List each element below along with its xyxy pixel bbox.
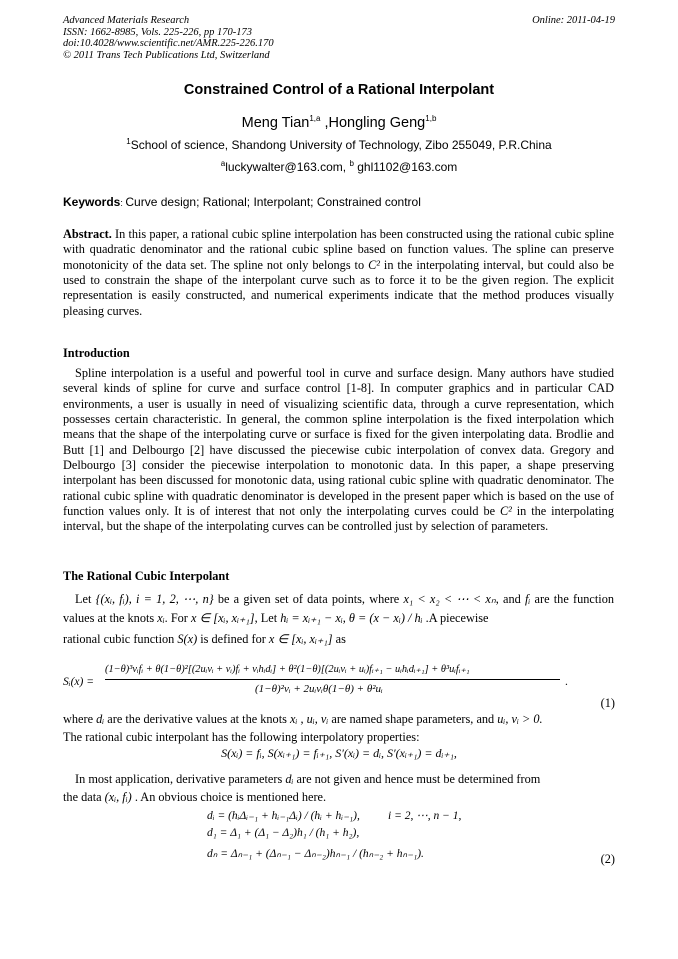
section-paragraph	[63, 632, 614, 647]
section-text: function values at the knots	[63, 592, 614, 625]
keywords-text: Curve design; Rational; Interpolant; Constrained control	[125, 195, 421, 209]
math-expression: fᵢ	[524, 592, 531, 606]
section-heading: The Rational Cubic Interpolant	[63, 569, 230, 583]
author-name: Meng Tian	[241, 115, 310, 131]
equation-number: (2)	[600, 852, 615, 866]
math-expression: x₁ < x₂ < ⋯ < xₙ	[403, 592, 496, 606]
section-text: Let	[75, 592, 96, 606]
email-superscript: b	[349, 159, 354, 168]
doi-line: doi:10.4028/www.scientific.net/AMR.225-226.170	[63, 38, 274, 49]
derivative-equation: dₙ = Δₙ₋₁ + (Δₙ₋₁ − Δₙ₋₂)hₙ₋₁ / (hₙ₋₂ + hₙ₋₁).	[207, 848, 424, 860]
affiliation	[0, 138, 678, 152]
section-text: the data	[63, 790, 105, 804]
section-paragraph	[63, 590, 614, 628]
section-text: where	[63, 712, 97, 726]
math-expression: dᵢ	[285, 772, 294, 786]
abstract	[63, 227, 614, 319]
equation-lhs: Sᵢ(x) =	[63, 676, 94, 688]
math-expression: dᵢ	[96, 712, 105, 726]
section-paragraph	[63, 712, 614, 727]
equation-number: (1)	[600, 696, 615, 710]
math-expression: xᵢ , uᵢ, vᵢ	[290, 712, 329, 726]
keywords-separator: :	[120, 198, 126, 208]
section-text: are named shape parameters, and	[328, 712, 498, 726]
section-text: are not given and hence must be determined from	[293, 772, 541, 786]
author-name: Hongling Geng	[328, 115, 426, 131]
index-range: i = 2, ⋯, n − 1,	[388, 810, 462, 822]
math-expression: x ∈ [xᵢ, xᵢ₊₁]	[268, 632, 333, 646]
section-paragraph: The rational cubic interpolant has the following interpolatory properties:	[63, 730, 420, 744]
email-line	[0, 160, 678, 174]
email-link[interactable]: luckywalter@163.com,	[225, 160, 350, 174]
section-text: rational cubic function	[63, 632, 178, 646]
intro-text: Spline interpolation is a useful and powerful tool in curve and surface design. Many authors have studied several kinds of spline for curve and surface control [1-8]. In computer graphics and in particular CAD environments, a user is usually in need of visualizing scientific data, through a curve representation, which possesses certain characteristic. In general, the common spline interpolation is the fixed interpolation which means that the shape of the interpolating curve or surface is fixed for the given interpolating data. Brodlie and Butt [1] and Delbourgo [2] have discussed the piecewise cubic interpolation of convex data. Gregory and Delbourgo [3] consider the piecewise interpolation to monotonic data. In this paper, a shape preserving interpolant has been discussed for monotonic data, using rational cubic spline with quadratic denominator. The rational cubic spline with quadratic denominator is developed in the present paper which is based on the use of function values only. It is of interest that not only the interpolating curves could be	[63, 366, 614, 519]
math-expression: S(x)	[177, 632, 198, 646]
journal-name: Advanced Materials Research	[63, 15, 190, 26]
section-text: . For	[164, 611, 191, 625]
email-superscript: a	[220, 159, 226, 168]
derivative-equation: dᵢ = (hᵢΔᵢ₋₁ + hᵢ₋₁Δᵢ) / (hᵢ + hᵢ₋₁),	[207, 810, 360, 822]
section-text: .A piecewise	[422, 611, 489, 625]
section-text: , Let	[254, 611, 281, 625]
introduction-body	[63, 366, 614, 535]
author-superscript: 1,b	[425, 114, 437, 124]
math-expression: x ∈ [xᵢ, xᵢ₊₁]	[190, 611, 255, 625]
section-text: In most application, derivative parameters	[75, 772, 286, 786]
affiliation-text: School of science, Shandong University of Technology, Zibo 255049, P.R.China	[130, 138, 552, 152]
introduction-heading: Introduction	[63, 346, 130, 360]
section-text: be a given set of data points, where	[213, 592, 404, 606]
math-expression: hᵢ = xᵢ₊₁ − xᵢ, θ = (x − xᵢ) / hᵢ	[280, 611, 423, 625]
intro-text: in the interpolating interval, but the shape of the interpolating curves can be controlled just by selection of parameters.	[63, 504, 614, 534]
derivative-equation: d₁ = Δ₁ + (Δ₁ − Δ₂)h₁ / (h₁ + h₂),	[207, 827, 360, 839]
abstract-text: In this paper, a rational cubic spline interpolation has been constructed using the rational cubic spline with quadratic denominator and the rational cubic spline based on function values. The spline can preserve monotonicity of the data set. The spline not only belongs to	[63, 227, 614, 272]
section-paragraph	[63, 769, 614, 790]
keywords-label: Keywords	[63, 195, 121, 209]
issn-line: ISSN: 1662-8985, Vols. 225-226, pp 170-173	[63, 26, 252, 38]
affiliation-superscript: 1	[126, 137, 131, 146]
author-line	[0, 115, 678, 131]
math-expression: uᵢ, vᵢ > 0.	[497, 712, 543, 726]
c2-symbol: C²	[499, 504, 512, 519]
online-date: Online: 2011-04-19	[532, 15, 615, 26]
section-text: , and	[495, 592, 525, 606]
section-paragraph	[63, 790, 614, 805]
equation-numerator: (1−θ)³vᵢfᵢ + θ(1−θ)²[(2uᵢvᵢ + vᵢ)fᵢ + vᵢhᵢdᵢ] + θ²(1−θ)[(2uᵢvᵢ + uᵢ)fᵢ₊₁ − uᵢhᵢdᵢ₊₁] + θ³uᵢfᵢ₊₁	[105, 664, 470, 675]
author-separator: ,	[320, 115, 329, 131]
author-superscript: 1,a	[309, 114, 321, 124]
abstract-label: Abstract.	[63, 227, 112, 241]
section-text: are the	[530, 592, 569, 606]
copyright-line: © 2011 Trans Tech Publications Ltd, Switzerland	[63, 49, 270, 61]
paper-title: Constrained Control of a Rational Interpolant	[183, 82, 495, 98]
fraction-bar	[105, 679, 560, 680]
section-text: . An obvious choice is mentioned here.	[131, 790, 327, 804]
math-expression: (xᵢ, fᵢ)	[104, 790, 132, 804]
email-link[interactable]: ghl1102@163.com	[353, 160, 458, 174]
section-text: as	[332, 632, 346, 646]
journal-header	[63, 15, 274, 61]
math-expression: {(xᵢ, fᵢ), i = 1, 2, ⋯, n}	[95, 592, 214, 606]
equation-denominator: (1−θ)²vᵢ + 2uᵢvᵢθ(1−θ) + θ²uᵢ	[255, 683, 383, 695]
section-text: are the derivative values at the knots	[104, 712, 290, 726]
c2-symbol: C²	[368, 257, 380, 272]
equation-period: .	[565, 676, 568, 688]
math-expression: xᵢ	[157, 611, 165, 625]
keywords	[63, 195, 421, 209]
section-text: is defined for	[197, 632, 269, 646]
abstract-text: in the interpolating interval, but could also be used to constrain the shape of the interpolant curve such as to force it to be the given region. The explicit representation is easily constructed, and numerical experiments indicate that the method produces visually pleasing curves.	[63, 257, 614, 318]
interpolation-properties-equation: S(xᵢ) = fᵢ, S(xᵢ₊₁) = fᵢ₊₁, S′(xᵢ) = dᵢ, S′(xᵢ₊₁) = dᵢ₊₁,	[221, 746, 457, 760]
